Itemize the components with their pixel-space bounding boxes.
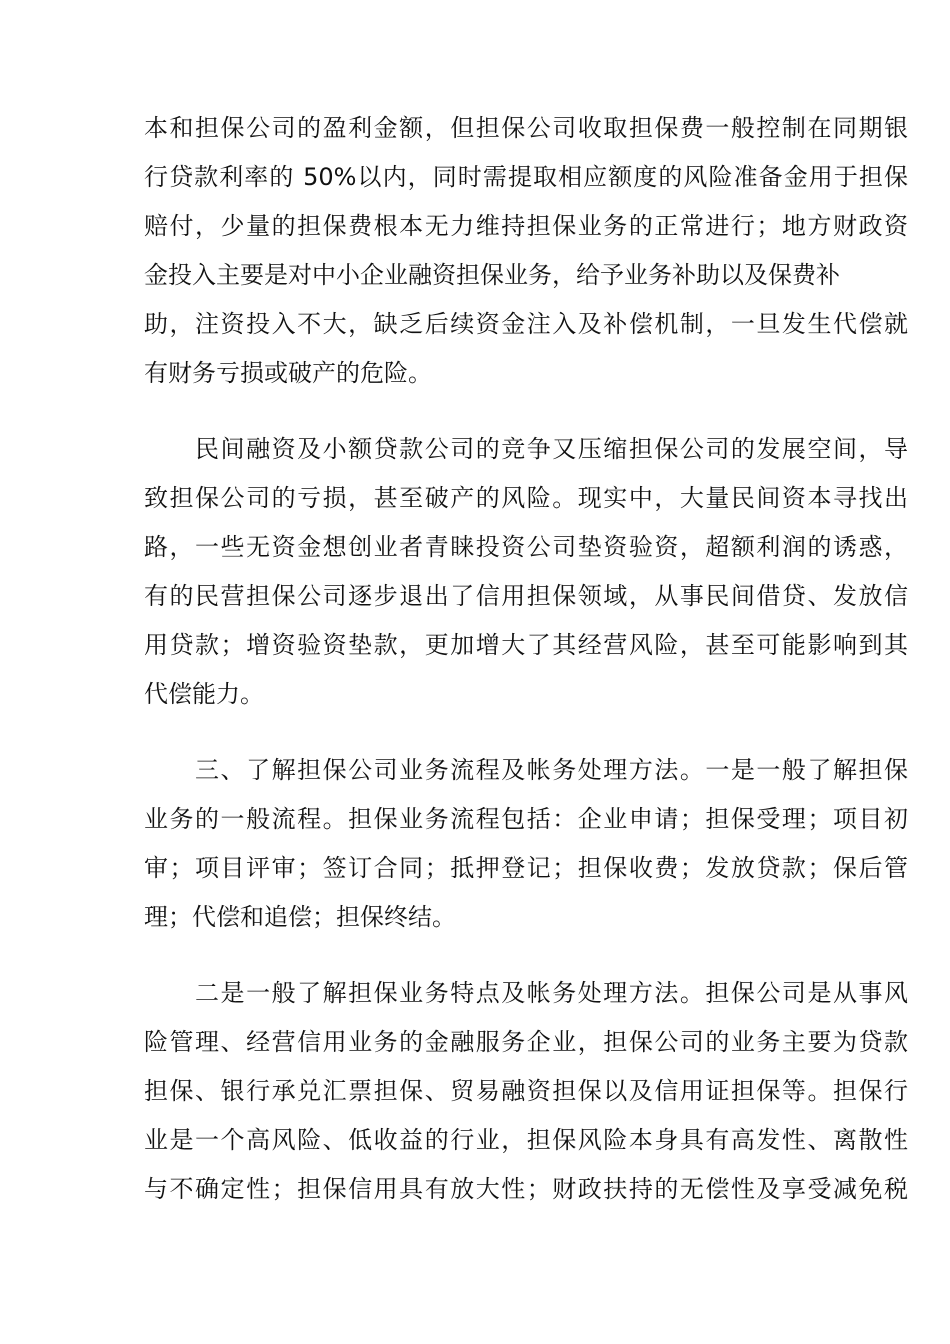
- text-line: 三、了解担保公司业务流程及帐务处理方法。一是一般了解担保: [144, 756, 908, 784]
- text-line: 民间融资及小额贷款公司的竞争又压缩担保公司的发展空间，导: [144, 435, 908, 463]
- text-line: 助，注资投入不大，缺乏后续资金注入及补偿机制，一旦发生代偿就: [144, 310, 908, 338]
- text-line: 致担保公司的亏损，甚至破产的风险。现实中，大量民间资本寻找出: [144, 484, 908, 512]
- text-line: 路，一些无资金想创业者青睐投资公司垫资验资，超额利润的诱惑，: [144, 533, 908, 561]
- paragraph-4: [144, 969, 908, 1214]
- paragraph-gap: [144, 719, 908, 746]
- text-line: 业务的一般流程。担保业务流程包括：企业申请；担保受理；项目初: [144, 805, 908, 833]
- text-line: 代偿能力。: [144, 680, 264, 708]
- text-line: 担保、银行承兑汇票担保、贸易融资担保以及信用证担保等。担保行: [144, 1077, 908, 1105]
- text-line: 有的民营担保公司逐步退出了信用担保领域，从事民间借贷、发放信: [144, 582, 908, 610]
- text-line: 险管理、经营信用业务的金融服务企业，担保公司的业务主要为贷款: [144, 1028, 908, 1056]
- paragraph-2: [144, 425, 908, 719]
- paragraph-gap: [144, 942, 908, 969]
- text-line: 理；代偿和追偿；担保终结。: [144, 903, 456, 931]
- text-line: 二是一般了解担保业务特点及帐务处理方法。担保公司是从事风: [144, 979, 908, 1007]
- text-line: 与不确定性；担保信用具有放大性；财政扶持的无偿性及享受减免税: [144, 1175, 908, 1203]
- text-line: 审；项目评审；签订合同；抵押登记；担保收费；发放贷款；保后管: [144, 854, 908, 882]
- text-line: 赔付，少量的担保费根本无力维持担保业务的正常进行；地方财政资: [144, 212, 908, 240]
- text-line: 行贷款利率的 50%以内，同时需提取相应额度的风险准备金用于担保: [144, 163, 908, 191]
- document-page: [144, 104, 908, 1214]
- paragraph-gap: [144, 398, 908, 425]
- paragraph-1: [144, 104, 908, 398]
- text-line: 业是一个高风险、低收益的行业，担保风险本身具有高发性、离散性: [144, 1126, 908, 1154]
- text-line: 用贷款；增资验资垫款，更加增大了其经营风险，甚至可能影响到其: [144, 631, 908, 659]
- text-line: 有财务亏损或破产的危险。: [144, 359, 432, 387]
- text-line: 金投入主要是对中小企业融资担保业务，给予业务补助以及保费补: [144, 261, 840, 289]
- text-line: 本和担保公司的盈利金额，但担保公司收取担保费一般控制在同期银: [144, 114, 908, 142]
- paragraph-3: [144, 746, 908, 942]
